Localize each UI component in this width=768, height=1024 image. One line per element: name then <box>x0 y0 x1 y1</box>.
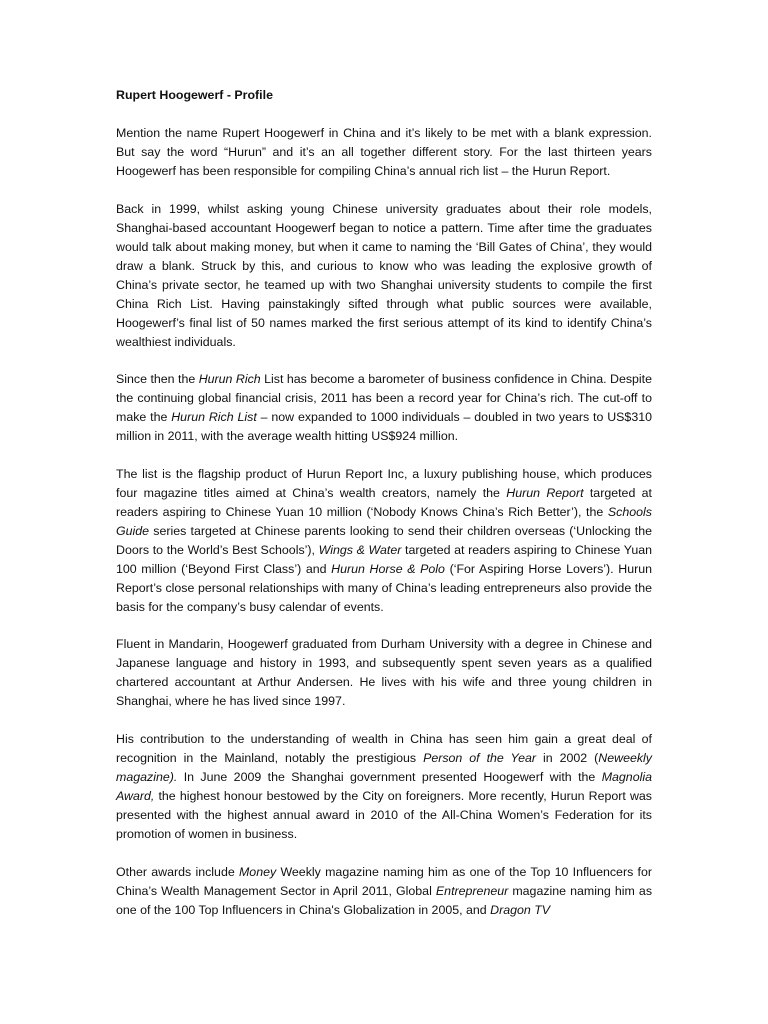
text-span: Other awards include <box>116 864 239 879</box>
italic-span: Schools Guide <box>116 504 652 538</box>
text-span: targeted at readers aspiring to Chinese Yuan 10 million (‘Nobody Knows China’s Rich Better’), the <box>116 485 652 519</box>
text-span: – now expanded to 1000 individuals – doubled in two years to US$310 million in 2011, with the average wealth hitting US$924 million. <box>116 410 652 444</box>
text-span: the highest honour bestowed by the City on foreigners. More recently, Hurun Report was presented with the highest annual award in 2010 of the All-China Women’s Federation for its promotion of women in business. <box>116 788 652 841</box>
text-span: in 2002 ( <box>536 750 599 765</box>
paragraph-rich-list <box>116 370 652 446</box>
italic-span: Hurun Rich <box>198 372 261 387</box>
italic-span: Neweekly magazine). <box>116 750 652 784</box>
italic-span: Person of the Year <box>423 750 537 765</box>
text-span: His contribution to the understanding of wealth in China has seen him gain a great deal of recognition in the Mainland, notably the prestigious <box>116 731 652 765</box>
paragraph-origin: Back in 1999, whilst asking young Chinese university graduates about their role models, Shanghai-based accountant Hoogewerf began to notice a pattern. Time after time the graduates would talk about making money, but when it came to naming the ‘Bill Gates of China’, they would draw a blank. Struck by this, and curious to know who was leading the explosive growth of China’s private sector, he teamed up with two Shanghai university students to compile the first China Rich List. Having painstakingly sifted through what public sources were available, Hoogewerf’s final list of 50 names marked the first serious attempt of its kind to identify China’s wealthiest individuals. <box>116 201 652 349</box>
text-span: Since then the <box>116 372 199 387</box>
text-span: magazine naming him as one of the 100 Top Influencers in China's Globalization in 2005, and <box>116 883 653 917</box>
text-span: series targeted at Chinese parents looking to send their children overseas (‘Unlocking the Doors to the World’s Best Schools’), <box>116 523 652 557</box>
paragraph-publications <box>116 465 652 617</box>
text-span: The list is the flagship product of Hurun Report Inc, a luxury publishing house, which produces four magazine titles aimed at China’s wealth creators, namely the <box>116 466 652 500</box>
paragraph-recognition <box>116 730 652 844</box>
italic-span: Hurun Rich List <box>171 410 257 425</box>
text-span: Weekly magazine naming him as one of the Top 10 Influencers for China’s Wealth Management Sector in April 2011, Global <box>116 864 652 898</box>
italic-span: Hurun Horse & Polo <box>331 561 445 576</box>
paragraph-background: Fluent in Mandarin, Hoogewerf graduated from Durham University with a degree in Chinese and Japanese language and history in 1993, and subsequently spent seven years as a qualified chartered accountant at Arthur Andersen. He lives with his wife and three young children in Shanghai, where he has lived since 1997. <box>116 637 652 709</box>
italic-span: Dragon TV <box>490 902 551 917</box>
italic-span: Magnolia Award, <box>116 769 652 803</box>
text-span: (‘For Aspiring Horse Lovers’). Hurun Report’s close personal relationships with many of China’s leading entrepreneurs also provide the basis for the company’s busy calendar of events. <box>116 561 652 614</box>
italic-span: Money <box>238 864 277 879</box>
text-span: In June 2009 the Shanghai government presented Hoogewerf with the <box>177 769 602 784</box>
italic-span: Hurun Report <box>506 485 584 500</box>
paragraph-awards <box>116 863 652 920</box>
document-title: Rupert Hoogewerf - Profile <box>116 88 273 102</box>
paragraph-intro: Mention the name Rupert Hoogewerf in China and it’s likely to be met with a blank expression. But say the word “Hurun” and it’s an all together different story. For the last thirteen years Hoogewerf has been responsible for compiling China’s annual rich list – the Hurun Report. <box>116 126 652 178</box>
document-page <box>116 86 652 938</box>
text-span: List has become a barometer of business confidence in China. Despite the continuing global financial crisis, 2011 has been a record year for China’s rich. The cut-off to make the <box>116 372 653 425</box>
italic-span: Entrepreneur <box>435 883 509 898</box>
text-span: targeted at readers aspiring to Chinese Yuan 100 million (‘Beyond First Class’) and <box>116 542 653 576</box>
italic-span: Wings & Water <box>318 542 402 557</box>
